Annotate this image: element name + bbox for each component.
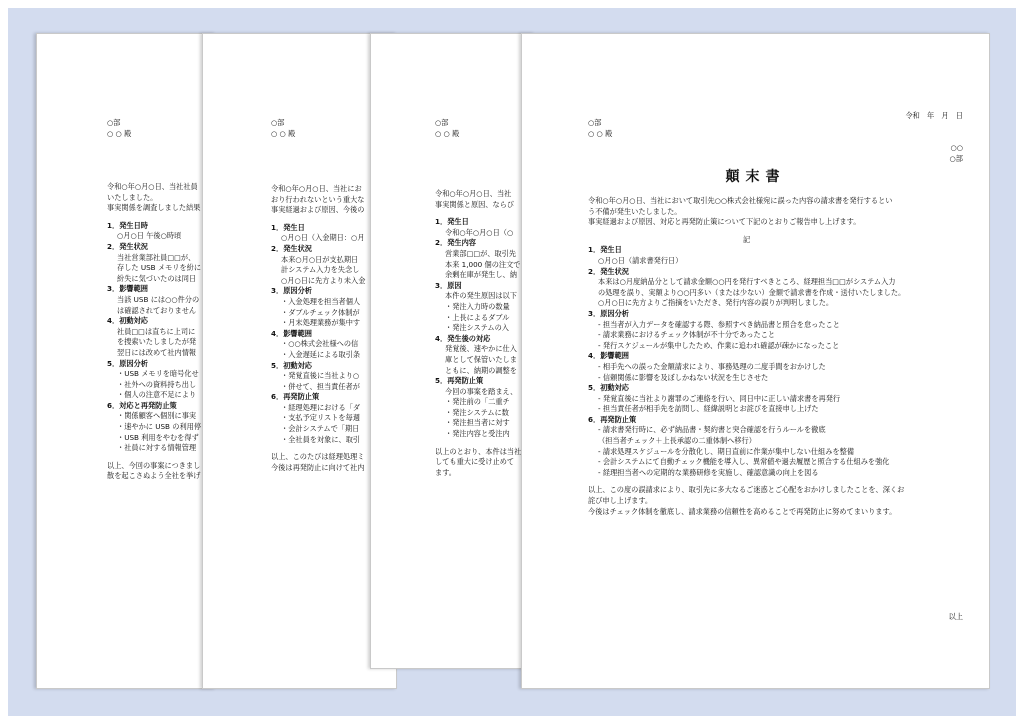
bullet-item: - 発行スケジュールが集中したため、作業に追われ確認が疎かになったこと	[588, 341, 905, 352]
text-line: 散を起こさぬよう全社を挙げ	[107, 471, 201, 481]
text-line: 今後は再発防止に向けて社内	[271, 462, 365, 472]
section-heading: 6．再発防止策	[271, 392, 320, 402]
text-line: 令和○年○月○日、当社において取引先○○株式会社様宛に誤った内容の請求書を発行するとい	[588, 196, 893, 205]
text-line: （担当者チェック＋上長承認の二重体制へ移行）	[598, 436, 756, 446]
bullet-item: ・ 発注システムに数	[435, 408, 521, 419]
bullet-item: ・ 経理処理における「ダ	[271, 403, 365, 414]
text-line: ○月○日に先方より未入金	[281, 275, 366, 285]
text-line: 当該 USB には○○件分の	[117, 294, 200, 304]
bullet-item: - 請求業務におけるチェック体制が不十分であったこと	[588, 330, 905, 341]
text-line: 事実経過および原因、対応と再発防止策について下記のとおりご報告申し上げます。	[588, 217, 861, 227]
section-heading: 4．影響範囲	[271, 328, 312, 338]
bullet-item: ・ 全社員を対象に、取引	[271, 435, 365, 446]
section-heading: 5．原因分析	[107, 358, 148, 368]
section-heading: 1．発生日	[435, 217, 469, 227]
text-line: 紛失に気づいたのは同日	[117, 273, 197, 283]
section-heading: 3．原因	[435, 280, 462, 290]
bullet-item: ・ 発注システムの入	[435, 323, 521, 334]
addressee-name: ○ ○ 殿	[107, 129, 132, 138]
sender-company: ○○	[950, 143, 963, 152]
addressee-dept: ○部	[271, 118, 285, 127]
text-line: 庫として保管いたしま	[445, 354, 517, 364]
section-heading: 5．初動対応	[271, 360, 312, 370]
text-line: ます。	[435, 467, 456, 477]
text-line: 事実経過および原因、今後の	[271, 205, 365, 215]
text-line: 本来は○月度納品分として請求金額○○円を発行すべきところ、経理担当□□がシステム入力	[598, 277, 896, 287]
bullet-item: - 発覚直後に当社より謝罪のご連絡を行い、同日中に正しい請求書を再発行	[588, 394, 905, 405]
section-heading: 2．発生状況	[588, 266, 629, 276]
bullet-item: - 請求処理スケジュールを分散化し、期日直前に作業が集中しない仕組みを整備	[588, 447, 905, 458]
spacer	[107, 454, 201, 461]
bullet-item: ・ 発注入力時の数量	[435, 302, 521, 313]
section-heading: 3．原因分析	[588, 308, 629, 318]
bullet-item: ・ 会計システムで「期日	[271, 424, 365, 435]
text-line: 本来 1,000 個の注文で	[445, 259, 521, 269]
bullet-item: ・ USB メモリを暗号化せ	[107, 369, 201, 380]
section-heading: 2．発生内容	[435, 238, 476, 248]
text-line: 以上、今回の事案につきまし	[107, 460, 201, 470]
addressee-dept: ○部	[588, 118, 602, 127]
text-line: 詫び申し上げます。	[588, 496, 653, 506]
sender-block	[950, 142, 963, 164]
text-line: ○月○日（入金期日：○月	[281, 233, 365, 243]
spacer	[588, 228, 905, 235]
text-line: は確認されておりません	[117, 305, 197, 315]
bullet-item: - 担当者が入力データを確認する際、参照すべき納品書と照合を怠ったこと	[588, 320, 905, 331]
bullet-item: ・ 個人の注意不足により	[107, 390, 201, 401]
addressee-dept: ○部	[435, 118, 449, 127]
section-heading: 1．発生日時	[107, 220, 148, 230]
page-body	[435, 189, 521, 478]
text-line: 今回の事案を踏まえ、	[445, 386, 518, 396]
text-line: 以上、このたびは経理処理ミ	[271, 452, 365, 462]
document-page-2	[202, 33, 397, 689]
bullet-item: ・ 入金処理を担当者個人	[271, 297, 365, 308]
text-line: ともに、納期の調整を	[445, 365, 517, 375]
section-heading: 6．対応と再発防止策	[107, 400, 177, 410]
section-heading: 2．発生状況	[271, 243, 312, 253]
section-heading: 6．再発防止策	[588, 414, 637, 424]
bullet-item: ・ ダブルチェック体制が	[271, 308, 365, 319]
section-heading: 3．原因分析	[271, 286, 312, 296]
text-line: 事実関係を調査しました結果	[107, 203, 201, 213]
text-line: 令和○年○月○日、当社社員	[107, 182, 198, 191]
text-line: 当社営業部社員□□が、	[117, 252, 196, 262]
text-line: 本件の発生原因は以下	[445, 291, 517, 301]
page-body	[271, 184, 365, 473]
text-line: おり行われないという重大な	[271, 194, 365, 204]
bullet-item: - 経理担当者への定期的な業務研修を実施し、確認意識の向上を図る	[588, 468, 905, 479]
text-line: 社員□□は直ちに上司に	[117, 326, 196, 336]
spacer	[271, 445, 365, 452]
text-line: 以上のとおり、本件は当社	[435, 446, 522, 456]
text-line: 発覚後、速やかに仕入	[445, 344, 517, 354]
text-line: ○月○日 午後○時頃	[117, 231, 182, 241]
section-heading: 2．発生状況	[107, 241, 148, 251]
text-line: の処理を誤り、実額より○○円多い（または少ない）金額で請求書を作成・送付いたしました。	[598, 287, 906, 297]
spacer	[271, 216, 365, 223]
addressee-name: ○ ○ 殿	[271, 129, 296, 138]
text-line: 令和○年○月○日、当社にお	[271, 184, 362, 193]
page-body	[588, 196, 905, 517]
text-line: 令和○年○月○日、当社	[435, 189, 512, 198]
text-line: 存した USB メモリを紛に	[117, 263, 202, 273]
section-heading: 1．発生日	[588, 245, 622, 255]
bullet-item: ・ 発注前の「二重チ	[435, 397, 521, 408]
bullet-item: ・ 発注担当者に対す	[435, 418, 521, 429]
spacer	[435, 440, 521, 447]
spacer	[588, 478, 905, 485]
text-line: 令和○年○月○日（○	[445, 227, 514, 237]
text-line: 営業部□□が、取引先	[445, 248, 517, 258]
text-line: ○月○日（請求書発行日）	[598, 255, 683, 265]
spacer	[435, 210, 521, 217]
text-line: しても重大に受け止めて	[435, 457, 515, 467]
document-date: 令和 年 月 日	[905, 111, 963, 120]
bullet-item: ・ 入金遅延による取引条	[271, 350, 365, 361]
bullet-item: ・ USB 利用をやむを得ず	[107, 433, 201, 444]
bullet-item: - 信頼関係に影響を及ぼしかねない状況を生じさせた	[588, 373, 905, 384]
section-heading: 1．発生日	[271, 222, 305, 232]
text-line: 翌日には改めて社内情報	[117, 347, 197, 357]
text-line: 余剰在庫が発生し、納	[445, 270, 517, 280]
section-heading: 4．初動対応	[107, 316, 148, 326]
addressee-name: ○ ○ 殿	[435, 129, 460, 138]
addressee-name: ○ ○ 殿	[588, 129, 613, 138]
closing-remark: 以上	[948, 612, 963, 621]
bullet-item: ・ 発覚直後に当社より○	[271, 371, 365, 382]
spacer	[107, 214, 201, 221]
bullet-item: - 請求書発行時に、必ず納品書・契約書と突合確認を行うルールを徹底	[588, 425, 905, 436]
section-heading: 5．初動対応	[588, 383, 629, 393]
bullet-item: - 担当責任者が相手先を訪問し、経緯説明とお詫びを直接申し上げた	[588, 404, 905, 415]
bullet-item: ・ 発注内容と受注内	[435, 429, 521, 440]
section-heading: 5．再発防止策	[435, 376, 484, 386]
text-line: 今後はチェック体制を徹底し、請求業務の信頼性を高めることで再発防止に努めてまいります。	[588, 506, 897, 516]
bullet-item: - 会計システムにて自動チェック機能を導入し、異常値や過去履歴と照合する仕組みを強化	[588, 457, 905, 468]
text-line: 計システム入力を失念し	[281, 265, 360, 275]
bullet-item: ・ 社員に対する情報管理	[107, 443, 201, 454]
document-title: 顛末書	[725, 169, 786, 185]
page-body	[107, 182, 201, 482]
section-heading: 4．発生後の対応	[435, 333, 491, 343]
text-line: ○月○日に先方よりご指摘をいただき、発行内容の誤りが判明しました。	[598, 298, 834, 308]
bullet-item: ・ 社外への資料持ち出し	[107, 380, 201, 391]
document-page-1	[36, 33, 216, 689]
section-heading: 3．影響範囲	[107, 284, 148, 294]
bullet-item: ・ 関係顧客へ個別に事実	[107, 411, 201, 422]
addressee-dept: ○部	[107, 118, 121, 127]
document-page-4	[521, 33, 990, 689]
text-line: を捜索いたしましたが発	[117, 337, 197, 347]
text-line: 以上、この度の誤請求により、取引先に多大なるご迷惑とご心配をおかけしましたことを、深くお	[588, 485, 905, 495]
bullet-item: ・ 上長によるダブル	[435, 313, 521, 324]
bullet-item: ・ 併せて、担当責任者が	[271, 382, 365, 393]
bullet-item: ・ 支払予定リストを毎週	[271, 413, 365, 424]
text-line: 本来○月○日が支払期日	[281, 254, 359, 264]
section-heading: 4．影響範囲	[588, 351, 629, 361]
text-line: いたしました。	[107, 192, 158, 202]
document-page-3	[370, 33, 535, 669]
bullet-item: ・ 速やかに USB の利用停	[107, 422, 201, 433]
text-line: 事実関係と原因、ならび	[435, 199, 515, 209]
text-line: 記	[743, 234, 751, 244]
bullet-item: ・ 月末処理業務が集中す	[271, 318, 365, 329]
text-line: う不備が発生いたしました。	[588, 206, 682, 216]
bullet-item: - 相手先への誤った金額請求により、事務処理の二度手間をおかけした	[588, 362, 905, 373]
sender-dept: ○部	[949, 154, 963, 163]
bullet-item: ・ ○○株式会社様への信	[271, 339, 365, 350]
